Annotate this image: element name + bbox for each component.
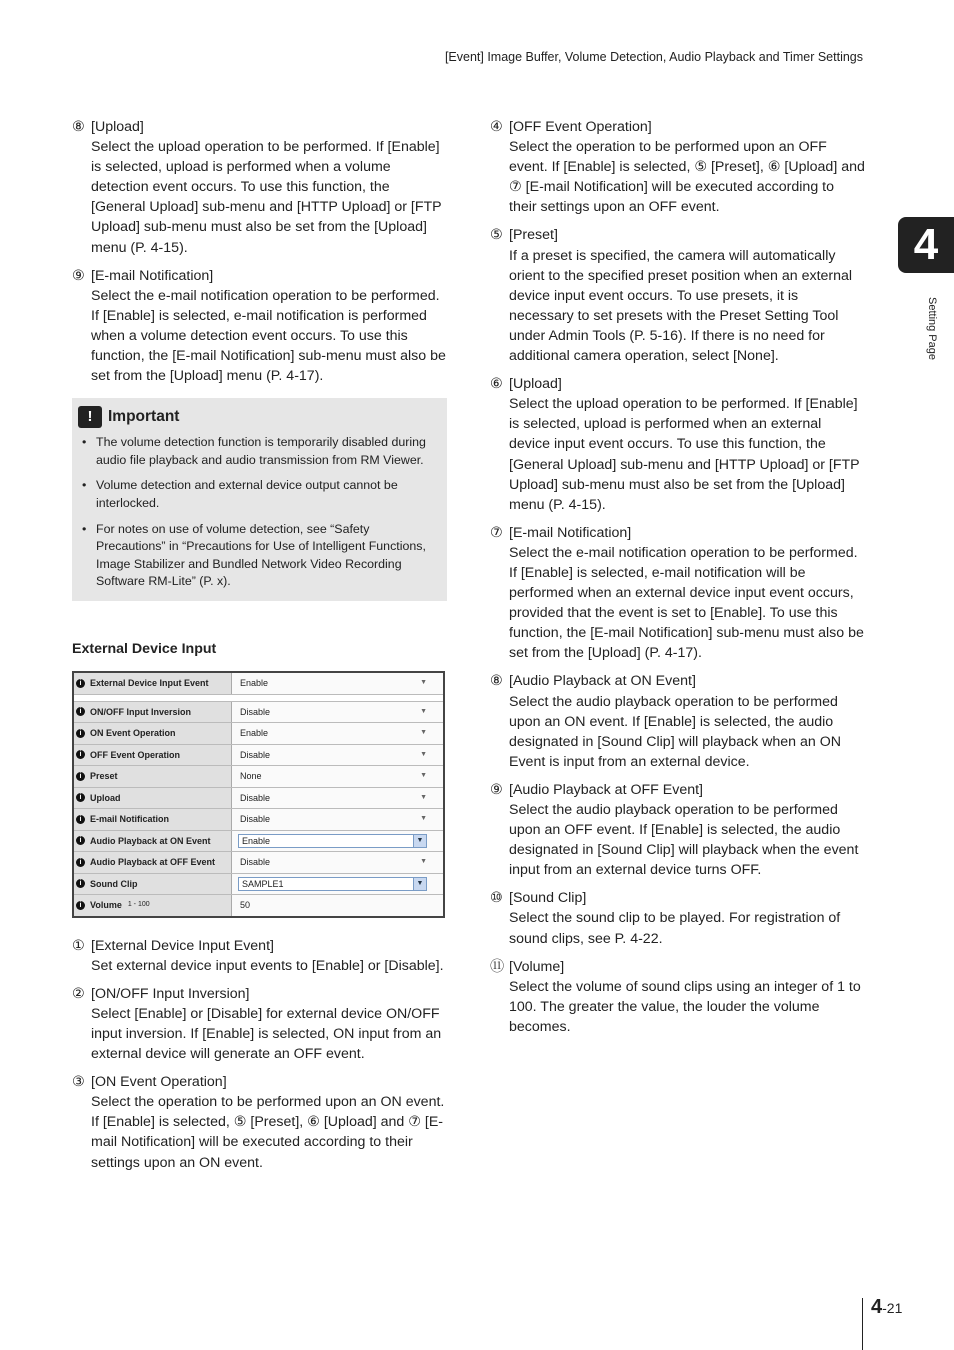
settings-row [74,852,443,874]
setting-select[interactable]: Enable ▼ [232,831,443,852]
item-number: ① [72,937,85,954]
item-number: ④ [490,119,503,135]
item-body: Set external device input events to [Enable] or [Disable]. [91,957,444,974]
list-item [490,780,865,880]
item-title: [Sound Clip] [509,890,587,907]
item-body: Select the upload operation to be performed. If [Enable] is selected, upload is performed when a volume detection event occurs. To use this function, the [General Upload] sub-menu and [HTTP Upload] or [FTP Upload] sub-menu must also be set from the [Upload] menu (P. 4-15). [91,139,442,256]
volume-input[interactable]: 50 [232,895,443,916]
setting-select[interactable]: Disable ▼ [232,809,443,830]
page-number: 4-21 [871,1296,903,1318]
chapter-tab-label: Setting Page [926,297,938,360]
item-title: [Audio Playback at ON Event] [509,673,696,690]
item-number: ⑦ [490,524,503,541]
item-title: [Preset] [509,227,558,244]
settings-row [74,723,443,745]
important-list [78,434,439,591]
item-title: [E-mail Notification] [91,267,214,284]
chevron-down-icon: ▼ [420,858,427,866]
item-title: [Audio Playback at OFF Event] [509,781,703,798]
setting-label: E-mail Notification [90,814,170,825]
chevron-down-icon: ▼ [420,815,427,823]
section-title: External Device Input [72,640,217,657]
list-item [490,117,865,217]
chevron-down-icon: ▼ [420,729,427,737]
setting-label: ON Event Operation [90,728,176,739]
important-bullet: • For notes on use of volume detection, see “Safety Precautions” in “Precautions for Use of Intelligent Functions, Image Stabilizer and Bundled Network Video Recording Software RM-Lite” (P. x). [78,521,439,591]
item-title: [ON Event Operation] [91,1074,227,1091]
setting-label: OFF Event Operation [90,749,181,760]
settings-row [74,673,443,695]
item-number: ⑨ [490,781,503,798]
chevron-down-icon: ▼ [420,679,427,687]
item-number: ③ [72,1074,85,1091]
settings-table [72,671,445,918]
settings-row [74,745,443,767]
item-body: Select the audio playback operation to be performed upon an ON event. If [Enable] is selected, the audio designated in [Sound Clip] will playback when an ON Event is input from an external device. [509,693,842,770]
chevron-down-icon: ▼ [420,707,427,715]
list-item [72,1072,447,1172]
setting-label: ON/OFF Input Inversion [90,706,191,717]
chevron-down-icon: ▼ [420,793,427,801]
item-number: ② [72,985,85,1002]
setting-select[interactable]: None ▼ [232,766,443,787]
setting-select[interactable]: Disable ▼ [232,702,443,723]
info-icon: i [76,793,85,802]
item-body: Select the operation to be performed upon an OFF event. If [Enable] is selected, ⑤ [Preset], ⑥ [Upload] and ⑦ [E-mail Notification] will be executed according to their settings upon an OFF event. [509,139,865,216]
setting-label: Sound Clip [90,878,138,889]
item-body: If a preset is specified, the camera will automatically orient to the specified preset position when an external device input event occurs. To use presets, it is necessary to set presets with the Preset Setting Tool under Admin Tools (P. 5-16). If there is no need for additional camera operation, select [None]. [509,247,853,365]
info-icon: i [76,679,85,688]
item-title: [Volume] [509,958,565,975]
setting-select[interactable]: Enable ▼ [232,723,443,744]
list-item [72,266,447,387]
item-title: [External Device Input Event] [91,937,274,954]
important-icon: ! [78,406,102,428]
info-icon: i [76,729,85,738]
item-body: Select [Enable] or [Disable] for external device ON/OFF input inversion. If [Enable] is selected, ON input from an external device will generate an OFF event. [91,1005,442,1063]
item-number: ⑪ [490,958,505,975]
list-item [490,957,865,1037]
info-icon: i [76,879,85,888]
settings-row [74,788,443,810]
item-body: Select the operation to be performed upon an ON event. If [Enable] is selected, ⑤ [Preset], ⑥ [Upload] and ⑦ [E-mail Notification] will be executed according to their settings upon an ON event. [91,1094,445,1171]
important-box [72,398,447,601]
setting-range: 1 - 100 [127,901,150,909]
list-item [490,888,865,948]
setting-label: Audio Playback at OFF Event [90,857,216,868]
item-title: [E-mail Notification] [509,524,632,541]
item-body: Select the volume of sound clips using an integer of 1 to 100. The greater the value, the louder the volume becomes. [509,978,861,1035]
item-title: [OFF Event Operation] [509,119,652,135]
setting-select[interactable]: Enable ▼ [232,673,443,694]
item-number: ⑩ [490,890,503,907]
item-number: ⑤ [490,227,503,244]
chapter-tab: 4 [898,217,954,273]
item-body: Select the sound clip to be played. For registration of sound clips, see P. 4-22. [509,910,841,947]
item-body: Select the e-mail notification operation to be performed. If [Enable] is selected, e-mail notification is performed when a volume detection event occurs. To use this function, the [E-mail Notification] sub-menu must also be set from the [Upload] menu (P. 4-17). [91,287,446,385]
list-item [72,117,447,258]
item-body: Select the upload operation to be performed. If [Enable] is selected, upload is performed when an external device input event occurs. To use this function, the [General Upload] sub-menu and [HTTP Upload] or [FTP Upload] sub-menu must also be set from the [Upload] menu (P. 4-15). [509,396,860,513]
item-number: ⑨ [72,267,85,284]
chevron-down-icon: ▼ [420,750,427,758]
info-icon: i [76,836,85,845]
setting-label: Volume [90,900,122,911]
settings-row [74,895,443,916]
setting-select[interactable]: Disable ▼ [232,745,443,766]
settings-row [74,701,443,724]
chevron-down-icon: ▼ [420,772,427,780]
settings-row [74,809,443,831]
list-item [490,374,865,515]
list-item [72,936,447,976]
item-title: [Upload] [91,119,144,135]
settings-row [74,766,443,788]
info-icon: i [76,707,85,716]
settings-row [74,831,443,853]
list-item [490,225,865,366]
list-item [490,671,865,771]
setting-label: Upload [90,792,121,803]
item-body: Select the e-mail notification operation to be performed. If [Enable] is selected, e-mail notification will be performed when an external device input event occurs, provided that the event is set to [Enable]. To use this function, the [E-mail Notification] sub-menu must also be set from the [Upload] (P. 4-17). [509,544,864,662]
item-title: [ON/OFF Input Inversion] [91,985,250,1002]
item-number: ⑧ [72,119,85,135]
important-bullet: • The volume detection function is temporarily disabled during audio file playback and audio transmission from RM Viewer. [78,434,439,469]
setting-select[interactable]: SAMPLE1 ▼ [232,874,443,895]
setting-select[interactable]: Disable ▼ [232,852,443,873]
setting-label: External Device Input Event [90,678,209,689]
list-item [72,984,447,1064]
info-icon: i [76,901,85,910]
item-title: [Upload] [509,376,562,393]
right-column [490,117,865,1045]
item-body: Select the audio playback operation to be performed upon an OFF event. If [Enable] is selected, the audio designated in [Sound Clip] will playback when the event input from an external device turns OFF. [509,802,859,879]
item-number: ⑥ [490,376,503,393]
important-bullet: • Volume detection and external device output cannot be interlocked. [78,477,439,512]
page-number-divider [862,1298,863,1350]
setting-label: Audio Playback at ON Event [90,835,211,846]
info-icon: i [76,858,85,867]
important-title: Important [108,408,180,426]
info-icon: i [76,815,85,824]
dropdown-arrow-icon: ▼ [413,878,426,891]
left-column [72,117,447,1181]
dropdown-arrow-icon: ▼ [413,835,426,848]
settings-row [74,874,443,896]
running-header: [Event] Image Buffer, Volume Detection, Audio Playback and Timer Settings [444,50,863,64]
setting-label: Preset [90,771,118,782]
info-icon: i [76,750,85,759]
item-number: ⑧ [490,673,503,690]
setting-select[interactable]: Disable ▼ [232,788,443,809]
list-item [490,523,865,664]
info-icon: i [76,772,85,781]
